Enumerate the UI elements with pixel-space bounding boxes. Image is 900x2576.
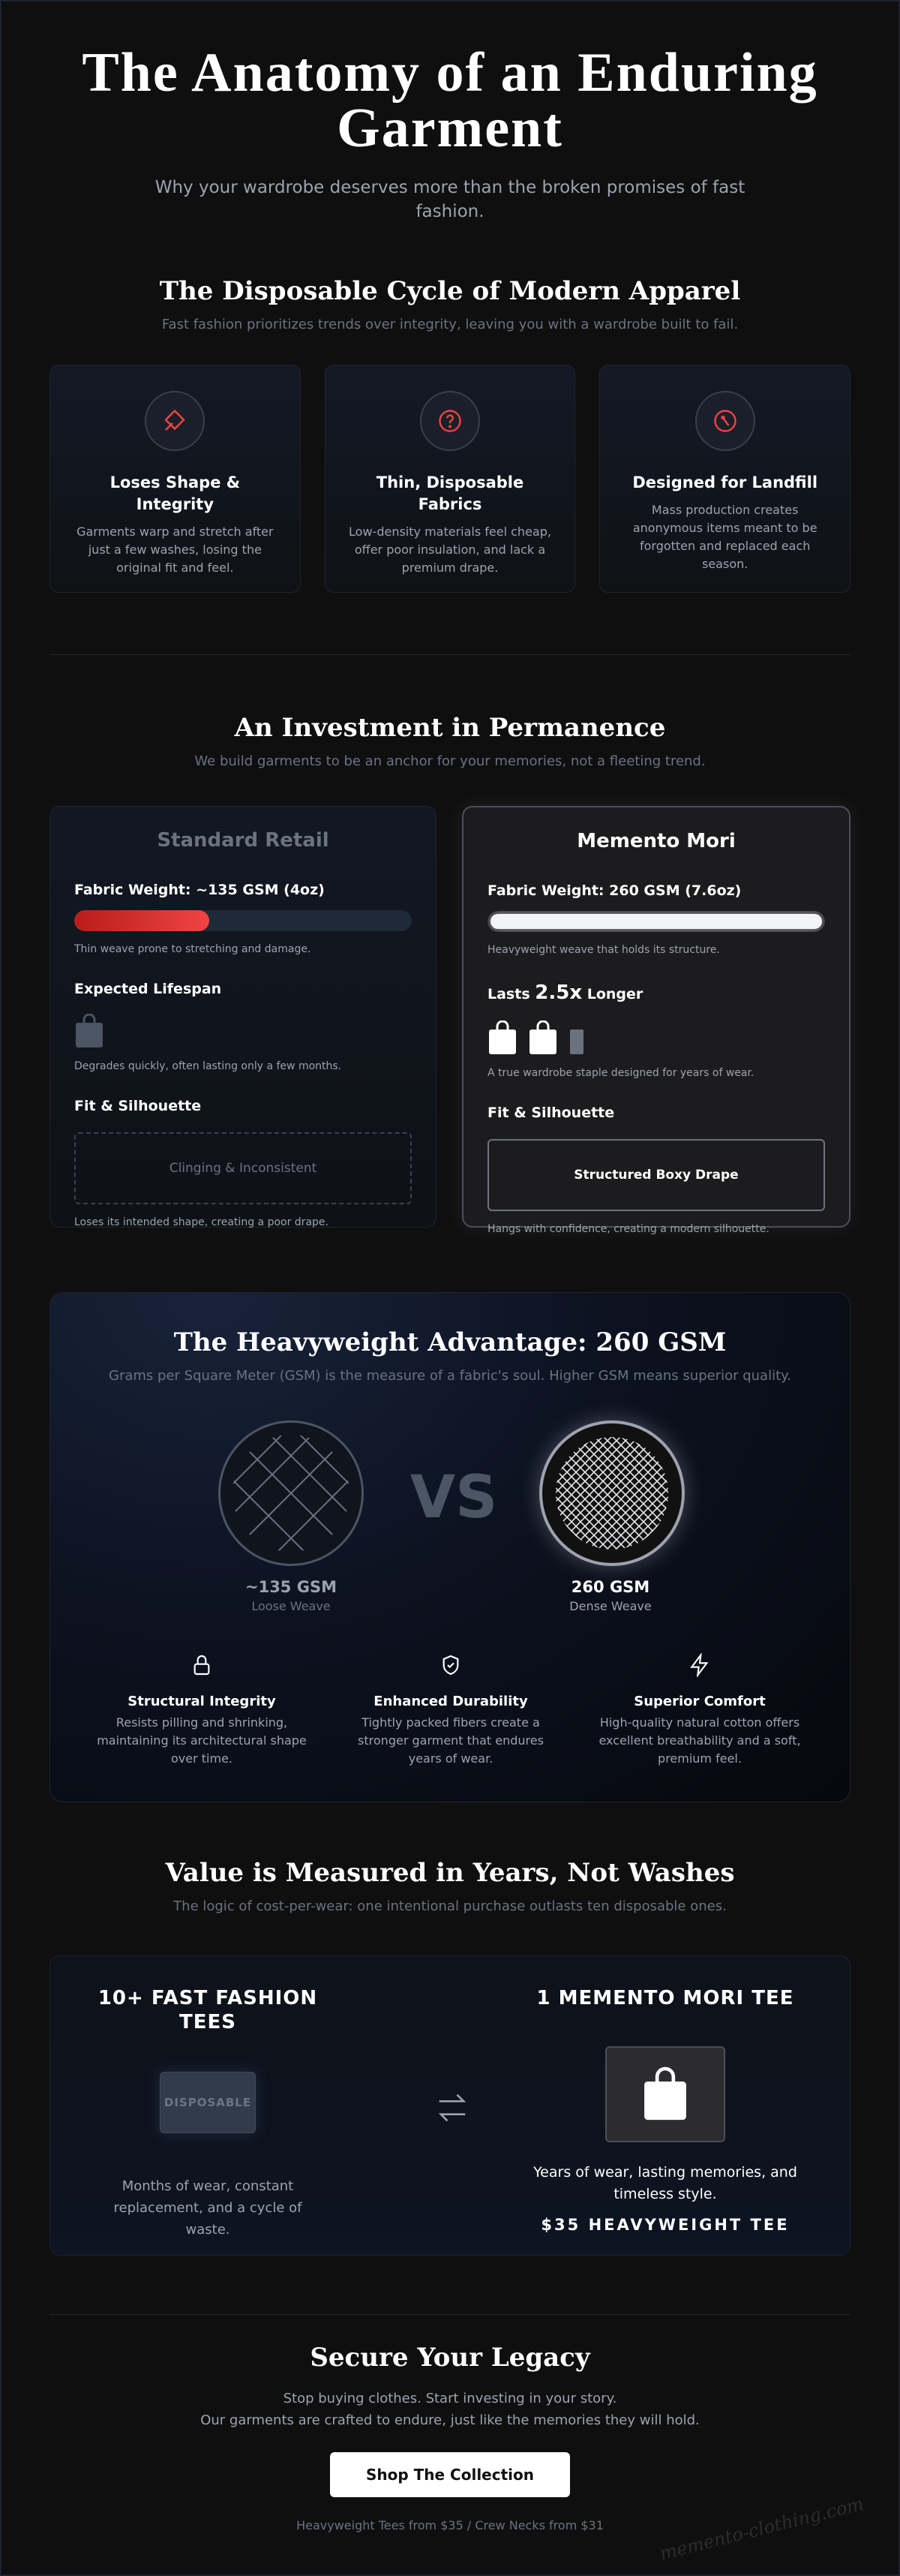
card-title: Thin, Disposable Fabrics <box>376 473 524 513</box>
dense-weave-graphic <box>539 1420 685 1566</box>
legacy-line-2: Our garments are crafted to endure, just like the memories they will hold. <box>200 2412 700 2428</box>
weight-bar <box>488 911 825 932</box>
swap-arrows-icon <box>433 2088 472 2130</box>
comparison-columns <box>50 806 850 1235</box>
shopping-bag-icon <box>528 1020 558 1055</box>
no-tag-icon <box>695 391 755 451</box>
column-title: Standard Retail <box>157 829 329 852</box>
feature-text: Tightly packed fibers create a stronger garment that endures years of wear. <box>358 1715 544 1766</box>
card-title: Designed for Landfill <box>632 473 818 491</box>
card-text: Mass production creates anonymous items meant to be forgotten and replaced each season. <box>632 503 818 571</box>
feature-text: High-quality natural cotton offers excellent breathability and a soft, premium feel. <box>598 1715 801 1766</box>
lifespan-bags <box>488 1020 825 1055</box>
heavyweight-section <box>50 1292 850 1802</box>
section-title: The Disposable Cycle of Modern Apparel <box>159 276 741 306</box>
card-text: Garments warp and stretch after just a few washes, losing the original fit and feel. <box>76 525 274 575</box>
problem-card <box>599 365 850 593</box>
feature-title: Superior Comfort <box>634 1694 766 1709</box>
disposable-badge: DISPOSABLE <box>160 2072 256 2133</box>
shield-check-icon <box>439 1653 463 1677</box>
legacy-text <box>0 2388 900 2431</box>
feature-title: Structural Integrity <box>128 1694 276 1709</box>
feature-text: Resists pilling and shrinking, maintaining its architectural shape over time. <box>97 1715 307 1766</box>
lightning-icon <box>688 1653 712 1677</box>
dense-weave-caption: Dense Weave <box>569 1599 652 1613</box>
feature-list <box>77 1653 824 1768</box>
feature-item <box>326 1653 575 1768</box>
section-subtitle: The logic of cost-per-wear: one intentional purchase outlasts ten disposable ones. <box>173 1898 727 1914</box>
shopping-bag-icon <box>488 1020 518 1055</box>
memento-mori-column <box>462 806 850 1235</box>
lifespan-label: Expected Lifespan <box>74 981 222 997</box>
standard-retail-column <box>50 806 436 1228</box>
fast-fashion-text: Months of wear, constant replacement, and a cycle of waste. <box>113 2178 302 2238</box>
section-title: The Heavyweight Advantage: 260 GSM <box>173 1327 727 1357</box>
memento-text: Years of wear, lasting memories, and timeless style. <box>533 2164 797 2202</box>
fast-fashion-heading: 10+ FAST FASHION TEES <box>98 1987 318 2033</box>
legacy-line-1: Stop buying clothes. Start investing in your story. <box>283 2391 617 2406</box>
problem-card <box>50 365 301 593</box>
fit-note: Loses its intended shape, creating a poor drape. <box>74 1216 328 1228</box>
watermark: memento-clothing.com <box>657 2493 866 2565</box>
section-divider <box>50 2314 850 2315</box>
lifespan-note: Degrades quickly, often lasting only a few months. <box>74 1060 342 1072</box>
section-subtitle: Fast fashion prioritizes trends over integrity, leaving you with a wardrobe built to fail. <box>161 317 739 332</box>
half-shopping-bag-icon <box>568 1020 584 1055</box>
lifespan-prefix: Lasts <box>488 986 530 1002</box>
weight-bar-fill <box>74 910 209 931</box>
fit-label: Fit & Silhouette <box>488 1105 615 1121</box>
shopping-bag-icon <box>74 1014 104 1048</box>
fast-fashion-column <box>95 1986 320 2241</box>
section-subtitle: Grams per Square Meter (GSM) is the measure of a fabric's soul. Higher GSM means superior quality. <box>109 1368 791 1384</box>
column-title: Memento Mori <box>577 830 736 852</box>
lifespan-multiplier: 2.5x <box>535 981 583 1004</box>
card-title: Loses Shape & Integrity <box>110 473 241 513</box>
dense-weave-label <box>513 1578 708 1613</box>
section-subtitle: We build garments to be an anchor for your memories, not a fleeting trend. <box>194 753 706 769</box>
lifespan-suffix: Longer <box>586 986 644 1002</box>
hero-section <box>0 42 900 224</box>
feature-title: Enhanced Durability <box>374 1694 528 1709</box>
cost-per-wear-box <box>50 1955 850 2256</box>
hero-subtitle: Why your wardrobe deserves more than the broken promises of fast fashion. <box>154 178 746 221</box>
lifespan-bags <box>74 1014 412 1048</box>
section-title: Value is Measured in Years, Not Washes <box>165 1858 735 1888</box>
fit-note: Hangs with confidence, creating a modern silhouette. <box>488 1223 770 1235</box>
fit-value-box: Clinging & Inconsistent <box>74 1132 412 1204</box>
question-icon <box>420 391 480 451</box>
problem-card <box>325 365 576 593</box>
fabric-weight-label: Fabric Weight: ~135 GSM (4oz) <box>74 882 325 898</box>
loose-weave-caption: Loose Weave <box>251 1599 331 1613</box>
weight-note: Thin weave prone to stretching and damage. <box>74 943 311 955</box>
card-text: Low-density materials feel cheap, offer poor insulation, and lack a premium drape. <box>349 525 551 575</box>
loose-gsm-value: ~135 GSM <box>244 1578 337 1596</box>
price-label: $35 HEAVYWEIGHT TEE <box>541 2216 790 2234</box>
disposable-cycle-section <box>0 276 900 575</box>
loose-weave-label <box>194 1578 388 1613</box>
shopping-bag-icon <box>642 2064 688 2124</box>
fit-value-box: Structured Boxy Drape <box>488 1139 825 1211</box>
fit-label: Fit & Silhouette <box>74 1098 202 1114</box>
feature-item <box>77 1653 326 1768</box>
lifespan-note: A true wardrobe staple designed for years of wear. <box>488 1067 754 1079</box>
dense-gsm-value: 260 GSM <box>571 1578 650 1596</box>
weight-bar <box>74 910 412 931</box>
legacy-section <box>0 2343 900 2532</box>
warped-shape-icon <box>145 391 205 451</box>
page-title: The Anatomy of an Enduring Garment <box>82 42 818 159</box>
weight-bar-fill <box>490 914 822 929</box>
loose-weave-graphic <box>218 1420 364 1566</box>
section-title: Secure Your Legacy <box>310 2343 590 2373</box>
feature-item <box>575 1653 824 1768</box>
vs-label: VS <box>410 1464 498 1531</box>
problem-cards <box>50 365 850 593</box>
lock-icon <box>190 1653 214 1677</box>
fabric-weight-label: Fabric Weight: 260 GSM (7.6oz) <box>488 882 742 899</box>
section-divider <box>50 654 850 655</box>
weight-note: Heavyweight weave that holds its structure. <box>488 944 720 956</box>
bag-tile <box>605 2046 725 2142</box>
shop-collection-button[interactable]: Shop The Collection <box>330 2452 570 2497</box>
value-section <box>0 1858 900 2238</box>
investment-section <box>0 713 900 1235</box>
memento-heading: 1 MEMENTO MORI TEE <box>536 1987 794 2009</box>
pricing-fineprint: Heavyweight Tees from $35 / Crew Necks from $31 <box>296 2518 604 2532</box>
section-title: An Investment in Permanence <box>234 713 666 743</box>
lifespan-label <box>488 981 825 1004</box>
memento-column <box>530 1986 800 2234</box>
